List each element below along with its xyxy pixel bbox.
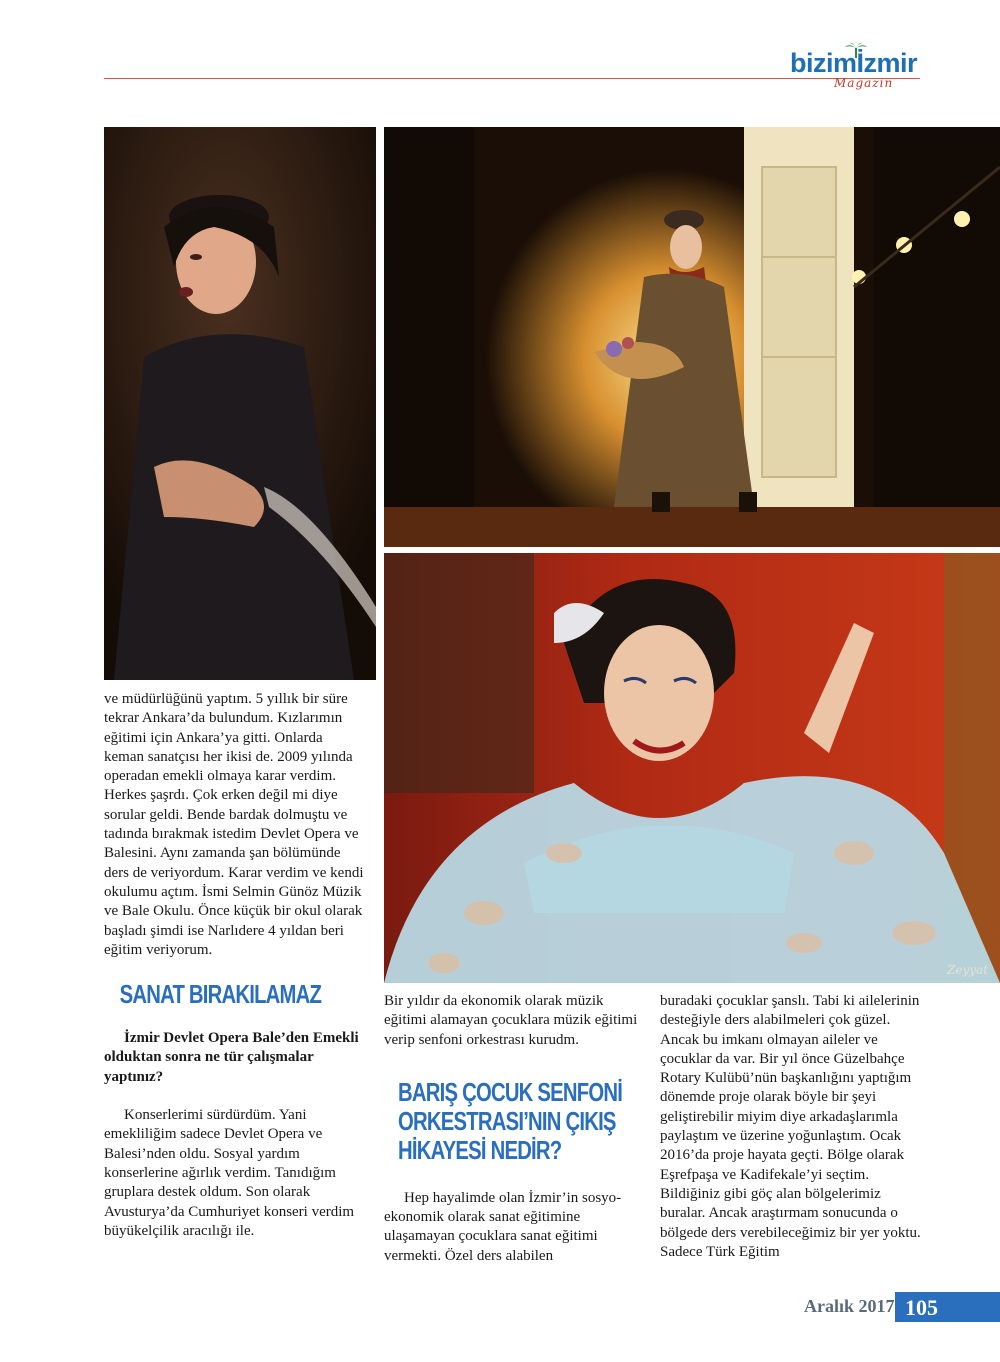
article-column-3: [660, 992, 922, 1262]
section-heading-line: BARIŞ ÇOCUK SENFONİ: [398, 1076, 623, 1107]
magazine-logo[interactable]: [790, 44, 930, 94]
section-heading: [384, 1076, 623, 1165]
article-column-1: [104, 690, 366, 1241]
interview-answer: Konserlerimi sürdürdüm. Yani emekliliğim sadece Devlet Opera ve Balesi’nden oldu. Sosyal yardım konserlerine ağırlık verdim. Tanıdığım gruplara destek oldum. Son olarak Avusturya’da Cumhuriyet konseri verdim büyükelçilik aracılığı ile.: [104, 1107, 355, 1239]
photo-stage-flower-seller: [384, 127, 1000, 547]
paragraph: Bir yıldır da ekonomik olarak müzik eğitimi alamayan çocuklara müzik eğitimi verip senfoni orkestrası kurudm.: [384, 993, 638, 1048]
paragraph: ve müdürlüğünü yaptım. 5 yıllık bir süre tekrar Ankara’da bulundum. Kızlarımın eğitimi için Ankara’ya gitti. Onlarda keman sanatçısı her ikisi de. 2009 yılında operadan emekli olmaya karar verdim. Herkes şaşrdı. Çok erken değil mi diye sorular geldi. Bende bardak dolmuştu ve tadında bırakmak istedim Devlet Opera ve Balesini. Aynı zamanda şan bölümünde ders de veriyordum. Karar verdim ve kendi okulumu açtım. İsmi Selmin Günöz Müzik ve Bale Okulu. Önce küçük bir okul olarak başladı şimdi ise Narlıdere 4 yıldan beri eğitim veriyorum.: [104, 691, 364, 958]
issue-date: Aralık 2017: [804, 1296, 895, 1316]
photo-credit: Zeyyat: [947, 963, 988, 977]
section-heading-line: HİKAYESİ NEDİR?: [398, 1134, 562, 1165]
section-heading-line: ORKESTRASI’NIN ÇIKIŞ: [398, 1105, 616, 1136]
photo-singer-dark-costume: [104, 127, 376, 680]
article-column-2: [384, 992, 646, 1266]
page-number: 105: [905, 1295, 938, 1320]
photo-singer-blue-costume: [384, 553, 1000, 983]
paragraph: Hep hayalimde olan İzmir’in sosyo-ekonomik olarak sanat eğitimine ulaşamayan çocuklara sanat eğitimi vermekti. Özel ders alabilen: [384, 1189, 622, 1264]
logo-subtitle: Magazin: [834, 76, 894, 90]
page-number-tab: [895, 1292, 1000, 1322]
interview-question: İzmir Devlet Opera Bale’den Emekli olduktan sonra ne tür çalışmalar yaptınız?: [104, 1030, 359, 1085]
logo-wordmark: bizimİzmir: [790, 48, 918, 78]
paragraph: buradaki çocuklar şanslı. Tabi ki ailelerinin desteğiyle ders alabilmeleri çok güzel. Ancak bu imkanı olmayan aileler ve çocuklar da var. Bir yıl önce Güzelbahçe Rotary Kulübü’nün başkanlığını yaptığım dönemde proje olarak böyle bir şeyi geliştirebilir miyim diye arkadaşlarımla paylaştım ve üzerine yoğunlaştım. Ocak 2016’da proje hayata geçti. Bölge olarak Eşrefpaşa ve Kadifekale’yi seçtim. Bildiğiniz gibi göç alan bölgelerimiz buralar. Ancak araştırmam sonucunda o bölgede ders verebileceğimiz bir yer yoktu. Sadece Türk Eğitim: [660, 993, 921, 1260]
section-heading: SANAT BIRAKILAMAZ: [119, 979, 322, 1010]
